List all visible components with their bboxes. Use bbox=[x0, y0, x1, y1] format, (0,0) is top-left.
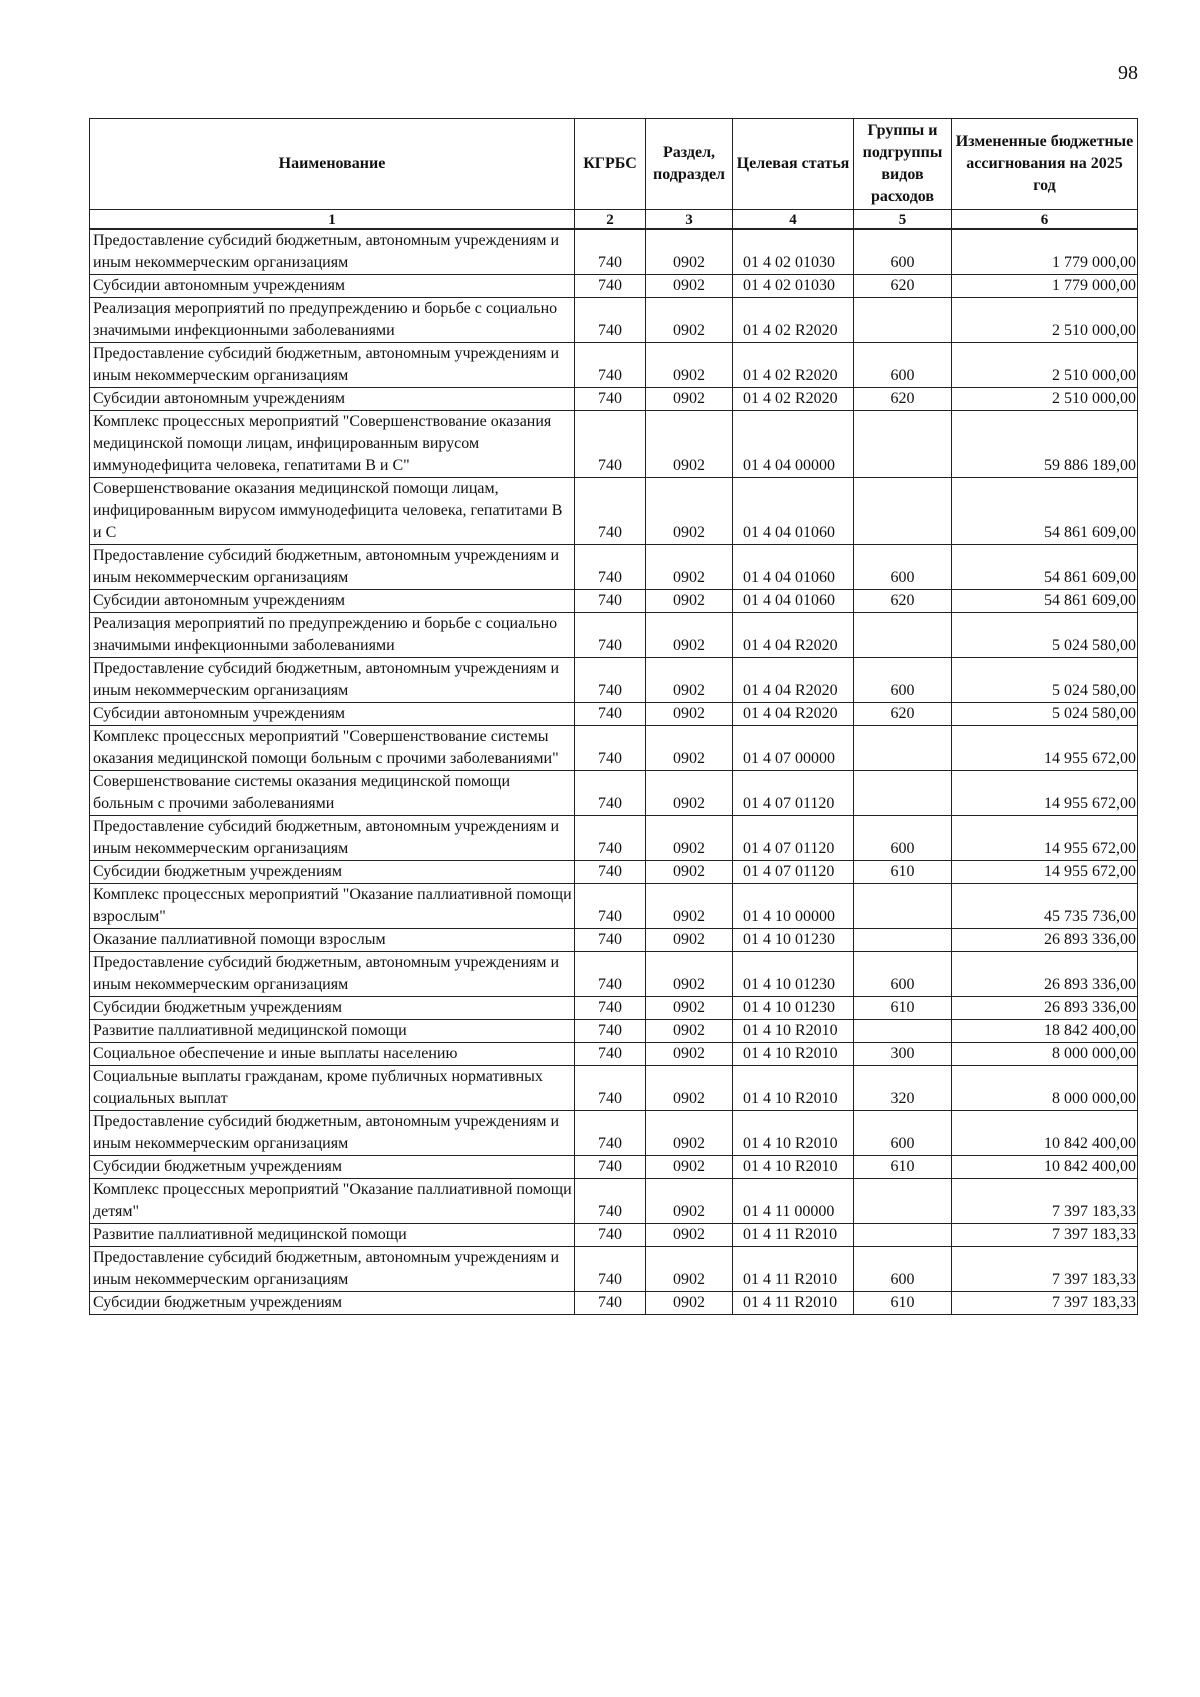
cell-amount: 14 955 672,00 bbox=[952, 726, 1138, 771]
cell-target-article: 01 4 04 01060 bbox=[733, 545, 854, 590]
cell-amount: 2 510 000,00 bbox=[952, 343, 1138, 388]
column-number: 5 bbox=[854, 210, 952, 230]
cell-amount: 7 397 183,33 bbox=[952, 1247, 1138, 1292]
cell-target-article: 01 4 02 R2020 bbox=[733, 343, 854, 388]
cell-expense-group: 600 bbox=[854, 816, 952, 861]
cell-target-article: 01 4 02 01030 bbox=[733, 229, 854, 275]
table-row bbox=[90, 1292, 1138, 1315]
cell-amount: 26 893 336,00 bbox=[952, 952, 1138, 997]
cell-section: 0902 bbox=[646, 929, 733, 952]
cell-section: 0902 bbox=[646, 861, 733, 884]
cell-section: 0902 bbox=[646, 388, 733, 411]
table-row bbox=[90, 1111, 1138, 1156]
cell-expense-group: 620 bbox=[854, 703, 952, 726]
cell-name: Реализация мероприятий по предупреждению и борьбе с социально значимыми инфекционными заболеваниями bbox=[90, 298, 575, 343]
cell-kgrbs: 740 bbox=[575, 952, 646, 997]
cell-target-article: 01 4 04 00000 bbox=[733, 411, 854, 478]
table-row bbox=[90, 1156, 1138, 1179]
table-row bbox=[90, 613, 1138, 658]
header-amount-2025: Измененные бюджетные ассигнования на 2025 год bbox=[952, 119, 1138, 210]
column-number: 6 bbox=[952, 210, 1138, 230]
cell-name: Комплекс процессных мероприятий "Совершенствование системы оказания медицинской помощи больным с прочими заболеваниями" bbox=[90, 726, 575, 771]
cell-expense-group bbox=[854, 1179, 952, 1224]
cell-kgrbs: 740 bbox=[575, 726, 646, 771]
header-target-article: Целевая статья bbox=[733, 119, 854, 210]
cell-name: Предоставление субсидий бюджетным, автономным учреждениям и иным некоммерческим организациям bbox=[90, 658, 575, 703]
cell-target-article: 01 4 04 01060 bbox=[733, 590, 854, 613]
cell-expense-group: 600 bbox=[854, 545, 952, 590]
cell-expense-group: 300 bbox=[854, 1043, 952, 1066]
cell-expense-group: 610 bbox=[854, 997, 952, 1020]
cell-name: Оказание паллиативной помощи взрослым bbox=[90, 929, 575, 952]
cell-name: Развитие паллиативной медицинской помощи bbox=[90, 1020, 575, 1043]
cell-expense-group: 620 bbox=[854, 275, 952, 298]
cell-amount: 59 886 189,00 bbox=[952, 411, 1138, 478]
cell-kgrbs: 740 bbox=[575, 478, 646, 545]
cell-expense-group: 320 bbox=[854, 1066, 952, 1111]
table-row bbox=[90, 388, 1138, 411]
cell-kgrbs: 740 bbox=[575, 1292, 646, 1315]
cell-expense-group: 600 bbox=[854, 658, 952, 703]
cell-kgrbs: 740 bbox=[575, 1179, 646, 1224]
cell-kgrbs: 740 bbox=[575, 1247, 646, 1292]
cell-expense-group: 610 bbox=[854, 1156, 952, 1179]
cell-amount: 14 955 672,00 bbox=[952, 861, 1138, 884]
cell-name: Социальное обеспечение и иные выплаты населению bbox=[90, 1043, 575, 1066]
column-number: 4 bbox=[733, 210, 854, 230]
cell-expense-group bbox=[854, 478, 952, 545]
cell-expense-group: 620 bbox=[854, 590, 952, 613]
cell-kgrbs: 740 bbox=[575, 1043, 646, 1066]
table-row bbox=[90, 1247, 1138, 1292]
cell-amount: 2 510 000,00 bbox=[952, 388, 1138, 411]
cell-target-article: 01 4 04 01060 bbox=[733, 478, 854, 545]
cell-expense-group bbox=[854, 726, 952, 771]
cell-name: Комплекс процессных мероприятий "Оказание паллиативной помощи взрослым" bbox=[90, 884, 575, 929]
cell-amount: 26 893 336,00 bbox=[952, 997, 1138, 1020]
cell-amount: 54 861 609,00 bbox=[952, 478, 1138, 545]
table-body bbox=[90, 229, 1138, 1315]
cell-kgrbs: 740 bbox=[575, 1224, 646, 1247]
cell-target-article: 01 4 07 01120 bbox=[733, 816, 854, 861]
cell-section: 0902 bbox=[646, 1292, 733, 1315]
table-row bbox=[90, 997, 1138, 1020]
cell-target-article: 01 4 10 R2010 bbox=[733, 1043, 854, 1066]
cell-name: Субсидии автономным учреждениям bbox=[90, 703, 575, 726]
cell-section: 0902 bbox=[646, 658, 733, 703]
cell-expense-group bbox=[854, 1020, 952, 1043]
cell-kgrbs: 740 bbox=[575, 275, 646, 298]
cell-section: 0902 bbox=[646, 726, 733, 771]
cell-expense-group bbox=[854, 771, 952, 816]
cell-target-article: 01 4 10 R2010 bbox=[733, 1066, 854, 1111]
cell-name: Совершенствование системы оказания медицинской помощи больным с прочими заболеваниями bbox=[90, 771, 575, 816]
cell-kgrbs: 740 bbox=[575, 1020, 646, 1043]
cell-target-article: 01 4 10 01230 bbox=[733, 929, 854, 952]
cell-amount: 1 779 000,00 bbox=[952, 275, 1138, 298]
header-kgrbs: КГРБС bbox=[575, 119, 646, 210]
cell-amount: 26 893 336,00 bbox=[952, 929, 1138, 952]
cell-name: Предоставление субсидий бюджетным, автономным учреждениям и иным некоммерческим организациям bbox=[90, 545, 575, 590]
table-row bbox=[90, 1224, 1138, 1247]
cell-kgrbs: 740 bbox=[575, 298, 646, 343]
cell-kgrbs: 740 bbox=[575, 388, 646, 411]
cell-amount: 7 397 183,33 bbox=[952, 1224, 1138, 1247]
table-row bbox=[90, 545, 1138, 590]
cell-section: 0902 bbox=[646, 1247, 733, 1292]
cell-target-article: 01 4 04 R2020 bbox=[733, 658, 854, 703]
table-row bbox=[90, 816, 1138, 861]
cell-name: Субсидии бюджетным учреждениям bbox=[90, 1292, 575, 1315]
header-section: Раздел, подраздел bbox=[646, 119, 733, 210]
cell-kgrbs: 740 bbox=[575, 1066, 646, 1111]
cell-expense-group: 600 bbox=[854, 343, 952, 388]
cell-target-article: 01 4 04 R2020 bbox=[733, 613, 854, 658]
cell-kgrbs: 740 bbox=[575, 411, 646, 478]
cell-amount: 10 842 400,00 bbox=[952, 1156, 1138, 1179]
cell-name: Развитие паллиативной медицинской помощи bbox=[90, 1224, 575, 1247]
cell-section: 0902 bbox=[646, 1066, 733, 1111]
cell-kgrbs: 740 bbox=[575, 816, 646, 861]
cell-expense-group bbox=[854, 1224, 952, 1247]
cell-kgrbs: 740 bbox=[575, 343, 646, 388]
table-row bbox=[90, 298, 1138, 343]
cell-kgrbs: 740 bbox=[575, 1156, 646, 1179]
cell-kgrbs: 740 bbox=[575, 997, 646, 1020]
column-number: 1 bbox=[90, 210, 575, 230]
cell-kgrbs: 740 bbox=[575, 658, 646, 703]
cell-section: 0902 bbox=[646, 997, 733, 1020]
cell-name: Субсидии автономным учреждениям bbox=[90, 388, 575, 411]
cell-section: 0902 bbox=[646, 590, 733, 613]
cell-section: 0902 bbox=[646, 816, 733, 861]
table-row bbox=[90, 478, 1138, 545]
table-row bbox=[90, 929, 1138, 952]
table-row bbox=[90, 1020, 1138, 1043]
cell-kgrbs: 740 bbox=[575, 929, 646, 952]
cell-name: Реализация мероприятий по предупреждению и борьбе с социально значимыми инфекционными заболеваниями bbox=[90, 613, 575, 658]
cell-section: 0902 bbox=[646, 952, 733, 997]
cell-kgrbs: 740 bbox=[575, 229, 646, 275]
cell-amount: 8 000 000,00 bbox=[952, 1043, 1138, 1066]
cell-section: 0902 bbox=[646, 411, 733, 478]
table-row bbox=[90, 411, 1138, 478]
cell-name: Субсидии автономным учреждениям bbox=[90, 275, 575, 298]
cell-section: 0902 bbox=[646, 1043, 733, 1066]
cell-section: 0902 bbox=[646, 545, 733, 590]
column-number-row bbox=[90, 210, 1138, 230]
cell-expense-group: 600 bbox=[854, 952, 952, 997]
cell-kgrbs: 740 bbox=[575, 545, 646, 590]
cell-expense-group: 600 bbox=[854, 1111, 952, 1156]
cell-target-article: 01 4 07 01120 bbox=[733, 771, 854, 816]
table-row bbox=[90, 1179, 1138, 1224]
cell-section: 0902 bbox=[646, 275, 733, 298]
cell-target-article: 01 4 02 R2020 bbox=[733, 388, 854, 411]
table-row bbox=[90, 590, 1138, 613]
cell-amount: 54 861 609,00 bbox=[952, 545, 1138, 590]
cell-target-article: 01 4 07 01120 bbox=[733, 861, 854, 884]
cell-section: 0902 bbox=[646, 1111, 733, 1156]
cell-name: Совершенствование оказания медицинской помощи лицам, инфицированным вирусом иммунодефицита человека, гепатитами В и С bbox=[90, 478, 575, 545]
header-name: Наименование bbox=[90, 119, 575, 210]
table-row bbox=[90, 275, 1138, 298]
cell-amount: 10 842 400,00 bbox=[952, 1111, 1138, 1156]
table-row bbox=[90, 658, 1138, 703]
cell-target-article: 01 4 10 01230 bbox=[733, 952, 854, 997]
table-row bbox=[90, 884, 1138, 929]
cell-section: 0902 bbox=[646, 478, 733, 545]
cell-name: Субсидии бюджетным учреждениям bbox=[90, 861, 575, 884]
cell-name: Субсидии бюджетным учреждениям bbox=[90, 997, 575, 1020]
cell-amount: 8 000 000,00 bbox=[952, 1066, 1138, 1111]
cell-target-article: 01 4 10 00000 bbox=[733, 884, 854, 929]
cell-kgrbs: 740 bbox=[575, 1111, 646, 1156]
cell-expense-group: 600 bbox=[854, 229, 952, 275]
cell-expense-group bbox=[854, 884, 952, 929]
cell-target-article: 01 4 11 00000 bbox=[733, 1179, 854, 1224]
cell-name: Комплекс процессных мероприятий "Оказание паллиативной помощи детям" bbox=[90, 1179, 575, 1224]
cell-amount: 14 955 672,00 bbox=[952, 816, 1138, 861]
column-number: 3 bbox=[646, 210, 733, 230]
cell-amount: 5 024 580,00 bbox=[952, 658, 1138, 703]
cell-name: Комплекс процессных мероприятий "Совершенствование оказания медицинской помощи лицам, инфицированным вирусом иммунодефицита человека, гепатитами В и С" bbox=[90, 411, 575, 478]
cell-amount: 14 955 672,00 bbox=[952, 771, 1138, 816]
table-row bbox=[90, 1043, 1138, 1066]
cell-amount: 18 842 400,00 bbox=[952, 1020, 1138, 1043]
cell-target-article: 01 4 11 R2010 bbox=[733, 1292, 854, 1315]
header-expense-group: Группы и подгруппы видов расходов bbox=[854, 119, 952, 210]
cell-name: Предоставление субсидий бюджетным, автономным учреждениям и иным некоммерческим организациям bbox=[90, 229, 575, 275]
cell-section: 0902 bbox=[646, 771, 733, 816]
cell-target-article: 01 4 02 R2020 bbox=[733, 298, 854, 343]
cell-expense-group bbox=[854, 298, 952, 343]
cell-section: 0902 bbox=[646, 884, 733, 929]
cell-target-article: 01 4 11 R2010 bbox=[733, 1247, 854, 1292]
table-row bbox=[90, 726, 1138, 771]
cell-kgrbs: 740 bbox=[575, 861, 646, 884]
cell-section: 0902 bbox=[646, 298, 733, 343]
cell-target-article: 01 4 02 01030 bbox=[733, 275, 854, 298]
cell-section: 0902 bbox=[646, 343, 733, 388]
cell-section: 0902 bbox=[646, 229, 733, 275]
cell-target-article: 01 4 07 00000 bbox=[733, 726, 854, 771]
cell-expense-group bbox=[854, 411, 952, 478]
cell-target-article: 01 4 10 01230 bbox=[733, 997, 854, 1020]
cell-name: Предоставление субсидий бюджетным, автономным учреждениям и иным некоммерческим организациям bbox=[90, 1247, 575, 1292]
cell-amount: 5 024 580,00 bbox=[952, 703, 1138, 726]
cell-amount: 45 735 736,00 bbox=[952, 884, 1138, 929]
cell-section: 0902 bbox=[646, 1179, 733, 1224]
cell-kgrbs: 740 bbox=[575, 703, 646, 726]
cell-amount: 7 397 183,33 bbox=[952, 1292, 1138, 1315]
header-row bbox=[90, 119, 1138, 210]
cell-expense-group: 610 bbox=[854, 1292, 952, 1315]
cell-target-article: 01 4 04 R2020 bbox=[733, 703, 854, 726]
cell-section: 0902 bbox=[646, 1020, 733, 1043]
cell-expense-group: 610 bbox=[854, 861, 952, 884]
cell-name: Предоставление субсидий бюджетным, автономным учреждениям и иным некоммерческим организациям bbox=[90, 952, 575, 997]
cell-kgrbs: 740 bbox=[575, 771, 646, 816]
cell-amount: 2 510 000,00 bbox=[952, 298, 1138, 343]
cell-kgrbs: 740 bbox=[575, 590, 646, 613]
page-number: 98 bbox=[1118, 62, 1138, 84]
cell-expense-group bbox=[854, 613, 952, 658]
cell-amount: 5 024 580,00 bbox=[952, 613, 1138, 658]
cell-section: 0902 bbox=[646, 1156, 733, 1179]
cell-name: Предоставление субсидий бюджетным, автономным учреждениям и иным некоммерческим организациям bbox=[90, 816, 575, 861]
column-number: 2 bbox=[575, 210, 646, 230]
cell-name: Социальные выплаты гражданам, кроме публичных нормативных социальных выплат bbox=[90, 1066, 575, 1111]
cell-amount: 7 397 183,33 bbox=[952, 1179, 1138, 1224]
cell-name: Субсидии автономным учреждениям bbox=[90, 590, 575, 613]
cell-expense-group bbox=[854, 929, 952, 952]
cell-expense-group: 600 bbox=[854, 1247, 952, 1292]
cell-kgrbs: 740 bbox=[575, 613, 646, 658]
cell-target-article: 01 4 10 R2010 bbox=[733, 1156, 854, 1179]
cell-expense-group: 620 bbox=[854, 388, 952, 411]
table-row bbox=[90, 771, 1138, 816]
cell-name: Предоставление субсидий бюджетным, автономным учреждениям и иным некоммерческим организациям bbox=[90, 1111, 575, 1156]
table-row bbox=[90, 952, 1138, 997]
table-row bbox=[90, 861, 1138, 884]
table-row bbox=[90, 229, 1138, 275]
table-row bbox=[90, 703, 1138, 726]
table-row bbox=[90, 343, 1138, 388]
cell-section: 0902 bbox=[646, 703, 733, 726]
cell-target-article: 01 4 10 R2010 bbox=[733, 1020, 854, 1043]
cell-name: Субсидии бюджетным учреждениям bbox=[90, 1156, 575, 1179]
cell-section: 0902 bbox=[646, 1224, 733, 1247]
cell-target-article: 01 4 10 R2010 bbox=[733, 1111, 854, 1156]
cell-kgrbs: 740 bbox=[575, 884, 646, 929]
cell-amount: 1 779 000,00 bbox=[952, 229, 1138, 275]
cell-name: Предоставление субсидий бюджетным, автономным учреждениям и иным некоммерческим организациям bbox=[90, 343, 575, 388]
table-row bbox=[90, 1066, 1138, 1111]
cell-amount: 54 861 609,00 bbox=[952, 590, 1138, 613]
budget-table bbox=[89, 118, 1138, 1315]
cell-section: 0902 bbox=[646, 613, 733, 658]
cell-target-article: 01 4 11 R2010 bbox=[733, 1224, 854, 1247]
